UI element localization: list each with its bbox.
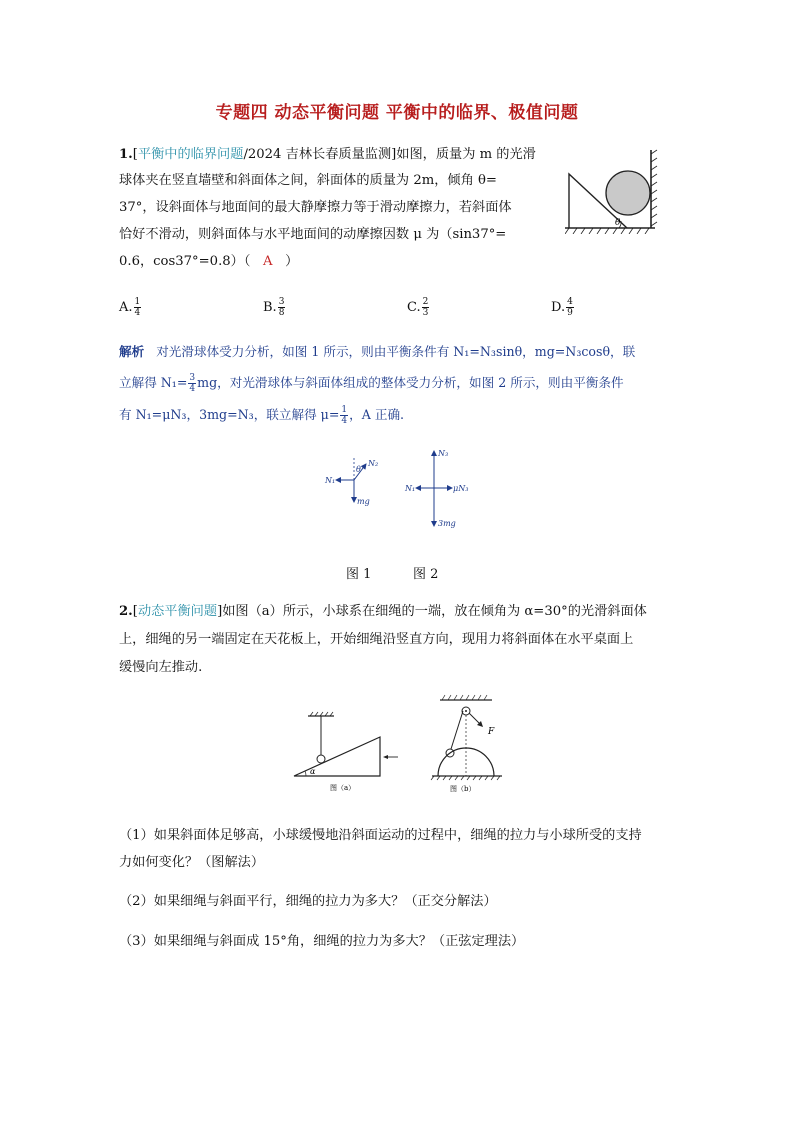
q2-line2: 上，细绳的另一端固定在天花板上，开始细绳沿竖直方向，现用力将斜面体在水平桌面上 — [119, 632, 634, 647]
solution-label: 解析 — [119, 344, 145, 359]
page-title: 专题四 动态平衡问题 平衡中的临界、极值问题 — [215, 103, 579, 123]
option-d[interactable]: D. $\frac{4}{9}$ — [551, 297, 573, 318]
solution-line1: 解析 对光滑球体受力分析，如图 1 所示，则由平衡条件有 N₁=N₃sinθ，mg=N₃cosθ，联 — [119, 344, 636, 359]
fig1-label-n2: N₂ — [368, 459, 379, 468]
fig-b-caption: 图（b） — [450, 785, 476, 793]
fig-b-force-label: F — [488, 727, 495, 737]
solution-line2: 立解得 N₁= $\frac{3}{4}$ mg，对光滑球体与斜面体组成的整体受力分析，如图 2 所示，则由平衡条件 — [119, 373, 624, 395]
fig-a-alpha: α — [310, 767, 316, 776]
q2-sub3: （3）如果细绳与斜面成 15°角，细绳的拉力为多大？（正弦定理法） — [119, 934, 525, 949]
q2-topic-tag[interactable]: 动态平衡问题 — [137, 604, 218, 619]
fig2-label-n3: N₃ — [438, 449, 449, 458]
fig2-label-mun3: μN₃ — [453, 484, 469, 493]
q2-sub1-line2: 力如何变化？（图解法） — [119, 855, 265, 870]
fig1-label-theta: θ — [356, 465, 361, 474]
q1-line1: 1.[平衡中的临界问题/2024 吉林长春质量监测]如图，质量为 m 的光滑 — [119, 147, 536, 162]
q1-incline-ball-figure — [565, 148, 665, 234]
q1-line5: 0.6，cos37°=0.8）（ A ） — [119, 254, 299, 269]
fig2-label-3mg: 3mg — [438, 519, 456, 528]
q1-line4: 恰好不滑动，则斜面体与水平地面间的动摩擦因数 μ 为（sin37°= — [119, 227, 507, 242]
q1-line2: 球体夹在竖直墙壁和斜面体之间，斜面体的质量为 2m，倾角 θ= — [119, 173, 497, 188]
q2-sub2: （2）如果细绳与斜面平行，细绳的拉力为多大？（正交分解法） — [119, 894, 497, 909]
q1-fig-theta: θ — [615, 218, 621, 228]
figure-b — [430, 692, 505, 796]
option-b[interactable]: B. $\frac{3}{8}$ — [263, 297, 285, 318]
q2-line3: 缓慢向左推动. — [119, 660, 203, 675]
fig2-label-n1: N₁ — [405, 484, 416, 493]
figure-a — [290, 710, 400, 796]
q1-answer: A — [263, 254, 273, 269]
q1-topic-tag[interactable]: 平衡中的临界问题 — [137, 147, 244, 162]
caption-fig2: 图 2 — [413, 567, 439, 582]
fig1-label-n1: N₁ — [325, 476, 336, 485]
q2-number: 2. — [119, 604, 133, 619]
option-c[interactable]: C. $\frac{2}{3}$ — [407, 297, 429, 318]
q2-sub1-line1: （1）如果斜面体足够高，小球缓慢地沿斜面运动的过程中，细绳的拉力与小球所受的支持 — [119, 828, 642, 843]
solution-line3: 有 N₁=μN₃，3mg=N₃，联立解得 μ= $\frac{1}{4}$ ，A 正确. — [119, 405, 405, 427]
q1-number: 1. — [119, 147, 133, 162]
fig1-label-mg: mg — [357, 497, 370, 506]
fig-a-caption: 图（a） — [330, 784, 356, 792]
q1-line3: 37°，设斜面体与地面间的最大静摩擦力等于滑动摩擦力，若斜面体 — [119, 200, 512, 215]
q2-line1: 2.[动态平衡问题]如图（a）所示，小球系在细绳的一端，放在倾角为 α=30°的光滑斜面体 — [119, 604, 647, 619]
force-diagram-1 — [322, 448, 390, 518]
option-a[interactable]: A. $\frac{1}{4}$ — [119, 297, 141, 318]
caption-fig1: 图 1 — [346, 567, 372, 582]
force-diagram-2 — [398, 446, 482, 532]
